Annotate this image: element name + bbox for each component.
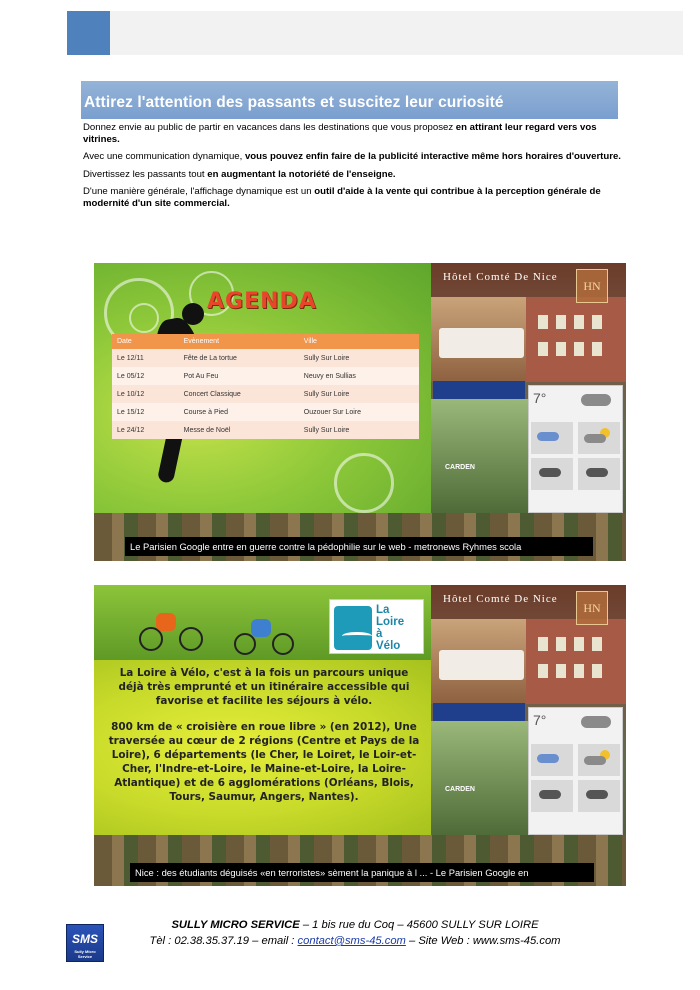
loire-paragraph: La Loire à Vélo, c'est à la fois un parcours unique déjà très emprunté et un itinéraire accessible qui favorise et facilite les séjours à vélo. [118, 667, 410, 707]
cyclists-photo [94, 585, 431, 660]
bike-wheel [179, 627, 203, 651]
current-temperature: 7° [533, 712, 547, 728]
forecast-cell [531, 422, 573, 454]
logo-line: Loire [376, 616, 405, 628]
window [538, 664, 548, 678]
table-row [112, 421, 419, 439]
window [538, 637, 548, 651]
loire-paragraph: 800 km de « croisière en roue libre » (en 2012), Une traversée au cœur de 2 régions (Centre et Pays de la Loire), 6 départements (le Cher, le Loiret, le Loir-et-Cher, l'Indre-et-Loire, le Maine-et-Loire, la Loire-Atlantique) et de 6 agglomérations (Orléans, Blois, Tours, Saumur, Angers, Nantes). [108, 721, 420, 803]
table-row [112, 367, 419, 385]
agenda-background [94, 263, 431, 513]
wave-icon [342, 632, 372, 640]
section-title: Attirez l'attention des passants et suscitez leur curiosité [81, 81, 618, 119]
sms-logo [66, 924, 104, 962]
window [538, 315, 548, 329]
hotel-bed [439, 650, 524, 680]
logo-line: Vélo [376, 640, 401, 652]
column-header: Evènement [179, 334, 299, 349]
partner-badges [433, 381, 525, 399]
forecast-cell [531, 780, 573, 812]
news-ticker: Le Parisien Google entre en guerre contre la pédophilie sur le web - metronews Ryhmes scola [125, 537, 593, 556]
loire-text-panel [94, 660, 431, 835]
forecast-cell [531, 458, 573, 490]
footer-website: – Site Web : www.sms-45.com [405, 935, 561, 947]
window [574, 315, 584, 329]
cell-event: Fête de La tortue [179, 349, 299, 367]
display-screen-loire-velo [94, 585, 626, 886]
paragraph: Avec une communication dynamique, vous pouvez enfin faire de la publicité interactive même hors horaires d'ouverture. [83, 151, 621, 162]
weather-widget [528, 385, 623, 513]
agenda-table [112, 334, 419, 439]
logo-line: à [376, 628, 383, 640]
cell-date: Le 10/12 [112, 385, 179, 403]
cell-date: Le 15/12 [112, 403, 179, 421]
footer-line-contact [130, 933, 580, 949]
swirl-decoration [129, 303, 159, 333]
garden-photo [431, 721, 528, 835]
window [574, 664, 584, 678]
partner-badges [433, 703, 525, 721]
forecast-cell [531, 744, 573, 776]
window [574, 637, 584, 651]
weather-widget [528, 707, 623, 835]
cloud-icon [586, 790, 608, 799]
garden-sign: CARDEN [445, 786, 475, 793]
cyclist-rider [156, 613, 176, 631]
window [556, 342, 566, 356]
window [592, 637, 602, 651]
window [592, 664, 602, 678]
column-header: Ville [299, 334, 419, 349]
table-row [112, 385, 419, 403]
loire-description [108, 666, 420, 804]
footer-company: SULLY MICRO SERVICE [171, 919, 300, 931]
window [556, 315, 566, 329]
bike-wheel [272, 633, 294, 655]
footer-line-address [130, 917, 580, 933]
forecast-cell [578, 780, 620, 812]
bike-wheel [234, 633, 256, 655]
footer-phone: Tèl : 02.38.35.37.19 [149, 935, 250, 947]
footer [130, 917, 580, 949]
cell-date: Le 05/12 [112, 367, 179, 385]
window [556, 637, 566, 651]
paragraph: D'une manière générale, l'affichage dynamique est un outil d'aide à la vente qui contribue à la perception générale de modernité d'un site commercial. [83, 186, 601, 209]
cell-city: Sully Sur Loire [299, 421, 419, 439]
cell-event: Course à Pied [179, 403, 299, 421]
cell-date: Le 24/12 [112, 421, 179, 439]
cloud-icon [539, 790, 561, 799]
current-temperature: 7° [533, 390, 547, 406]
hotel-logo: HN [576, 269, 608, 303]
intro-paragraphs [83, 122, 623, 215]
hotel-title: Hôtel Comté De Nice [443, 593, 558, 605]
table-row [112, 349, 419, 367]
logo-line: La [376, 604, 390, 616]
cell-event: Concert Classique [179, 385, 299, 403]
rain-cloud-icon [537, 754, 559, 763]
agenda-title: AGENDA [207, 289, 317, 314]
forecast-cell [578, 422, 620, 454]
cloud-icon [581, 716, 611, 728]
cell-city: Neuvy en Sullias [299, 367, 419, 385]
paragraph: Donnez envie au public de partir en vacances dans les destinations que vous proposez en attirant leur regard vers vos vitrines. [83, 122, 597, 145]
cell-city: Ouzouer Sur Loire [299, 403, 419, 421]
forecast-cell [578, 458, 620, 490]
hotel-facade-photo [526, 619, 626, 704]
header-accent-square [67, 11, 110, 55]
sms-logo-text: SMS [71, 932, 98, 946]
cell-date: Le 12/11 [112, 349, 179, 367]
footer-email-link[interactable]: contact@sms-45.com [297, 935, 406, 947]
loire-logo-mark [334, 606, 372, 650]
hotel-logo: HN [576, 591, 608, 625]
cloud-icon [584, 434, 606, 443]
cloud-icon [584, 756, 606, 765]
window [538, 342, 548, 356]
window [592, 342, 602, 356]
footer-email-label: – email : [249, 935, 298, 947]
cloud-icon [581, 394, 611, 406]
hotel-bed [439, 328, 524, 358]
cyclist-rider [251, 619, 271, 637]
cell-city: Sully Sur Loire [299, 349, 419, 367]
cell-event: Pot Au Feu [179, 367, 299, 385]
cell-city: Sully Sur Loire [299, 385, 419, 403]
column-header: Date [112, 334, 179, 349]
swirl-decoration [334, 453, 394, 513]
cloud-icon [539, 468, 561, 477]
footer-address: – 1 bis rue du Coq – 45600 SULLY SUR LOIRE [299, 919, 539, 931]
table-row [112, 403, 419, 421]
sms-logo-subtitle: Sully Micro Service [74, 949, 96, 959]
dancer-silhouette-head [182, 303, 204, 325]
agenda-header-row [112, 334, 419, 349]
hotel-title: Hôtel Comté De Nice [443, 271, 558, 283]
cloud-icon [586, 468, 608, 477]
window [592, 315, 602, 329]
forecast-cell [578, 744, 620, 776]
display-screen-agenda [94, 263, 626, 561]
loire-a-velo-logo [329, 599, 424, 654]
cell-event: Messe de Noël [179, 421, 299, 439]
window [556, 664, 566, 678]
rain-cloud-icon [537, 432, 559, 441]
paragraph: Divertissez les passants tout en augmentant la notoriété de l'enseigne. [83, 168, 396, 180]
loire-logo-label [376, 604, 404, 652]
window [574, 342, 584, 356]
garden-photo [431, 399, 528, 513]
news-ticker: Nice : des étudiants déguisés «en terroristes» sèment la panique à l ... - Le Parisien Google en [130, 863, 594, 882]
garden-sign: CARDEN [445, 464, 475, 471]
hotel-facade-photo [526, 297, 626, 382]
header-band [67, 11, 683, 55]
